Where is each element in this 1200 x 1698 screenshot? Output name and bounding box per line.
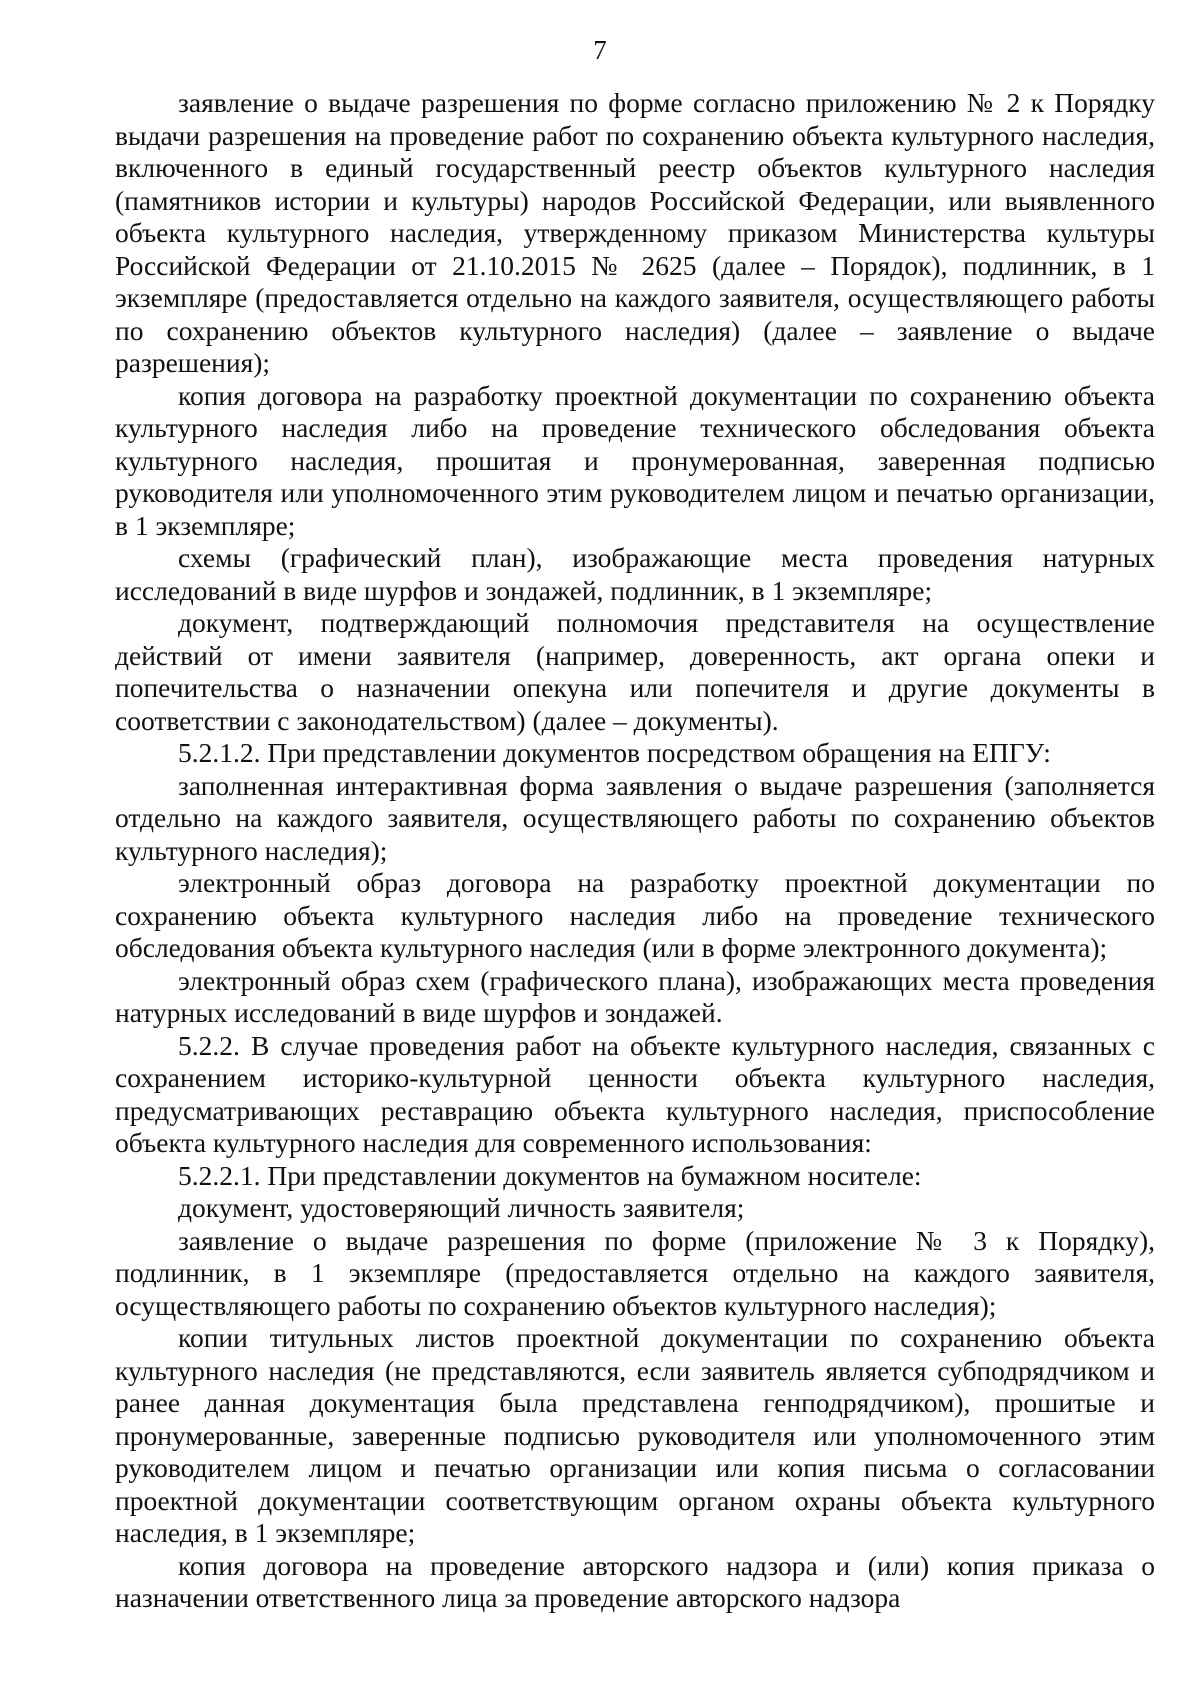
paragraph: копия договора на разработку проектной документации по сохранению объекта культурного наследия либо на проведение технического обследования объекта культурного наследия, прошитая и пронумерованная, заверенная подписью руководителя или уполномоченного этим руководителем лицом и печатью организации, в 1 экземпляре;	[115, 379, 1155, 541]
section-heading: 5.2.2.1. При представлении документов на бумажном носителе:	[178, 1159, 922, 1191]
page-number: 7	[593, 35, 607, 65]
paragraph: заполненная интерактивная форма заявления о выдаче разрешения (заполняется отдельно на каждого заявителя, осуществляющего работы по сохранению объектов культурного наследия);	[115, 769, 1155, 866]
paragraph: заявление о выдаче разрешения по форме согласно приложению № 2 к Порядку выдачи разрешения на проведение работ по сохранению объекта культурного наследия, включенного в единый государственный реестр объектов культурного наследия (памятников истории и культуры) народов Российской Федерации, или выявленного объекта культурного наследия, утвержденному приказом Министерства культуры Российской Федерации от 21.10.2015 № 2625 (далее – Порядок), подлинник, в 1 экземпляре (предоставляется отдельно на каждого заявителя, осуществляющего работы по сохранению объектов культурного наследия) (далее – заявление о выдаче разрешения);	[115, 87, 1155, 378]
paragraph: документ, удостоверяющий личность заявителя;	[178, 1192, 745, 1223]
paragraph: копии титульных листов проектной документации по сохранению объекта культурного наследия (не представляются, если заявитель является субподрядчиком и ранее данная документация была представлена генподрядчиком), прошитые и пронумерованные, заверенные подписью руководителя или уполномоченного этим руководителем лицом и печатью организации или копия письма о согласовании проектной документации соответствующим органом охраны объекта культурного наследия, в 1 экземпляре;	[115, 1322, 1155, 1548]
section-heading: 5.2.2. В случае проведения работ на объекте культурного наследия, связанных с сохранением историко-культурной ценности объекта культурного наследия, предусматривающих реставрацию объекта культурного наследия, приспособление объекта культурного наследия для современного использования:	[115, 1029, 1155, 1158]
paragraph: электронный образ договора на разработку проектной документации по сохранению объекта культурного наследия либо на проведение технического обследования объекта культурного наследия (или в форме электронного документа);	[115, 867, 1155, 963]
paragraph: схемы (графический план), изображающие места проведения натурных исследований в виде шурфов и зондажей, подлинник, в 1 экземпляре;	[115, 542, 1155, 606]
paragraph: заявление о выдаче разрешения по форме (приложение № 3 к Порядку), подлинник, в 1 экземпляре (предоставляется отдельно на каждого заявителя, осуществляющего работы по сохранению объектов культурного наследия);	[115, 1224, 1155, 1321]
paragraph: документ, подтверждающий полномочия представителя на осуществление действий от имени заявителя (например, доверенность, акт органа опеки и попечительства о назначении опекуна или попечителя и другие документы в соответствии с законодательством) (далее – документы).	[115, 607, 1155, 736]
paragraph: копия договора на проведение авторского надзора и (или) копия приказа о назначении ответственного лица за проведение авторского надзора	[115, 1549, 1155, 1613]
paragraph: электронный образ схем (графического плана), изображающих места проведения натурных исследований в виде шурфов и зондажей.	[115, 964, 1155, 1028]
document-body	[115, 87, 1155, 1615]
section-heading: 5.2.1.2. При представлении документов посредством обращения на ЕПГУ:	[178, 737, 1051, 768]
